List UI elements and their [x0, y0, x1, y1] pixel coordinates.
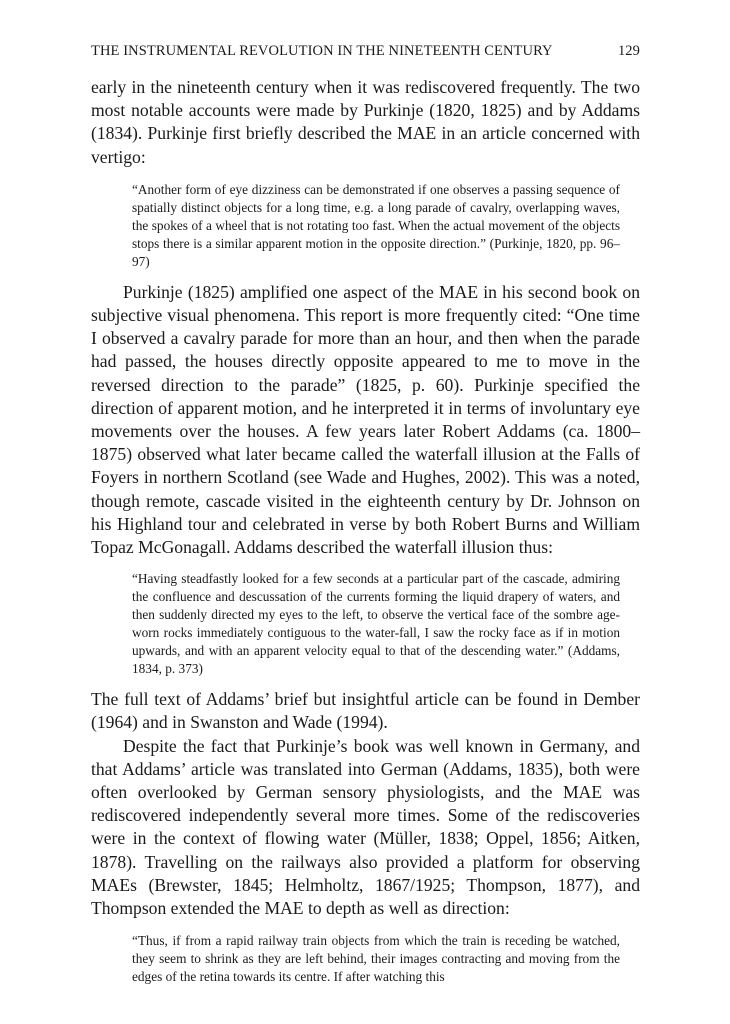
paragraph-2: Purkinje (1825) amplified one aspect of the MAE in his second book on subjective visual phenomena. This report is more frequently cited: “One time I observed a cavalry parade for more than an hour, and then when the parade had passed, the houses directly opposite appeared to me to move in the reversed direction to the parade” (1825, p. 60). Purkinje specified the direction of apparent motion, and he interpreted it in terms of involuntary eye movements over the houses. A few years later Robert Addams (ca. 1800–1875) observed what later became called the waterfall illusion at the Falls of Foyers in northern Scotland (see Wade and Hughes, 2002). This was a noted, though remote, cascade visited in the eighteenth century by Dr. Johnson on his Highland tour and celebrated in verse by both Robert Burns and William Topaz McGonagall. Addams described the waterfall illusion thus: — [91, 281, 640, 558]
book-page — [91, 40, 640, 986]
running-head-title: THE INSTRUMENTAL REVOLUTION IN THE NINETEENTH CENTURY — [91, 43, 553, 59]
paragraph-1: early in the nineteenth century when it was rediscovered frequently. The two most notable accounts were made by Purkinje (1820, 1825) and by Addams (1834). Purkinje first briefly described the MAE in an article concerned with vertigo: — [91, 77, 640, 167]
block-quote-purkinje-1820: “Another form of eye dizziness can be demonstrated if one observes a passing sequence of spatially distinct objects for a long time, e.g. a long parade of cavalry, overlapping waves, the spokes of a wheel that is not rotating too fast. When the actual movement of the objects stops there is a similar apparent motion in the opposite direction.” (Purkinje, 1820, pp. 96–97) — [132, 181, 620, 269]
running-head — [91, 40, 640, 62]
block-quote-thompson-1877: “Thus, if from a rapid railway train objects from which the train is receding be watched, they seem to shrink as they are left behind, their images contracting and moving from the edges of the retina towards its centre. If after watching this — [132, 933, 620, 985]
page-number: 129 — [617, 43, 640, 59]
paragraph-4: Despite the fact that Purkinje’s book was well known in Germany, and that Addams’ article was translated into German (Addams, 1835), both were often overlooked by German sensory physiologists, and the MAE was rediscovered independently several more times. Some of the rediscoveries were in the context of flowing water (Müller, 1838; Oppel, 1856; Aitken, 1878). Travelling on the railways also provided a platform for observing MAEs (Brewster, 1845; Helmholtz, 1867/1925; Thompson, 1877), and Thompson extended the MAE to depth as well as direction: — [91, 735, 640, 919]
block-quote-addams-1834: “Having steadfastly looked for a few seconds at a particular part of the cascade, admiring the confluence and descussation of the currents forming the liquid drapery of waters, and then suddenly directed my eyes to the left, to observe the vertical face of the sombre age-worn rocks immediately contiguous to the water-fall, I saw the rocky face as if in motion upwards, and with an apparent velocity equal to that of the descending water.” (Addams, 1834, p. 373) — [132, 571, 620, 677]
paragraph-3: The full text of Addams’ brief but insightful article can be found in Dember (1964) and in Swanston and Wade (1994). — [91, 689, 640, 733]
